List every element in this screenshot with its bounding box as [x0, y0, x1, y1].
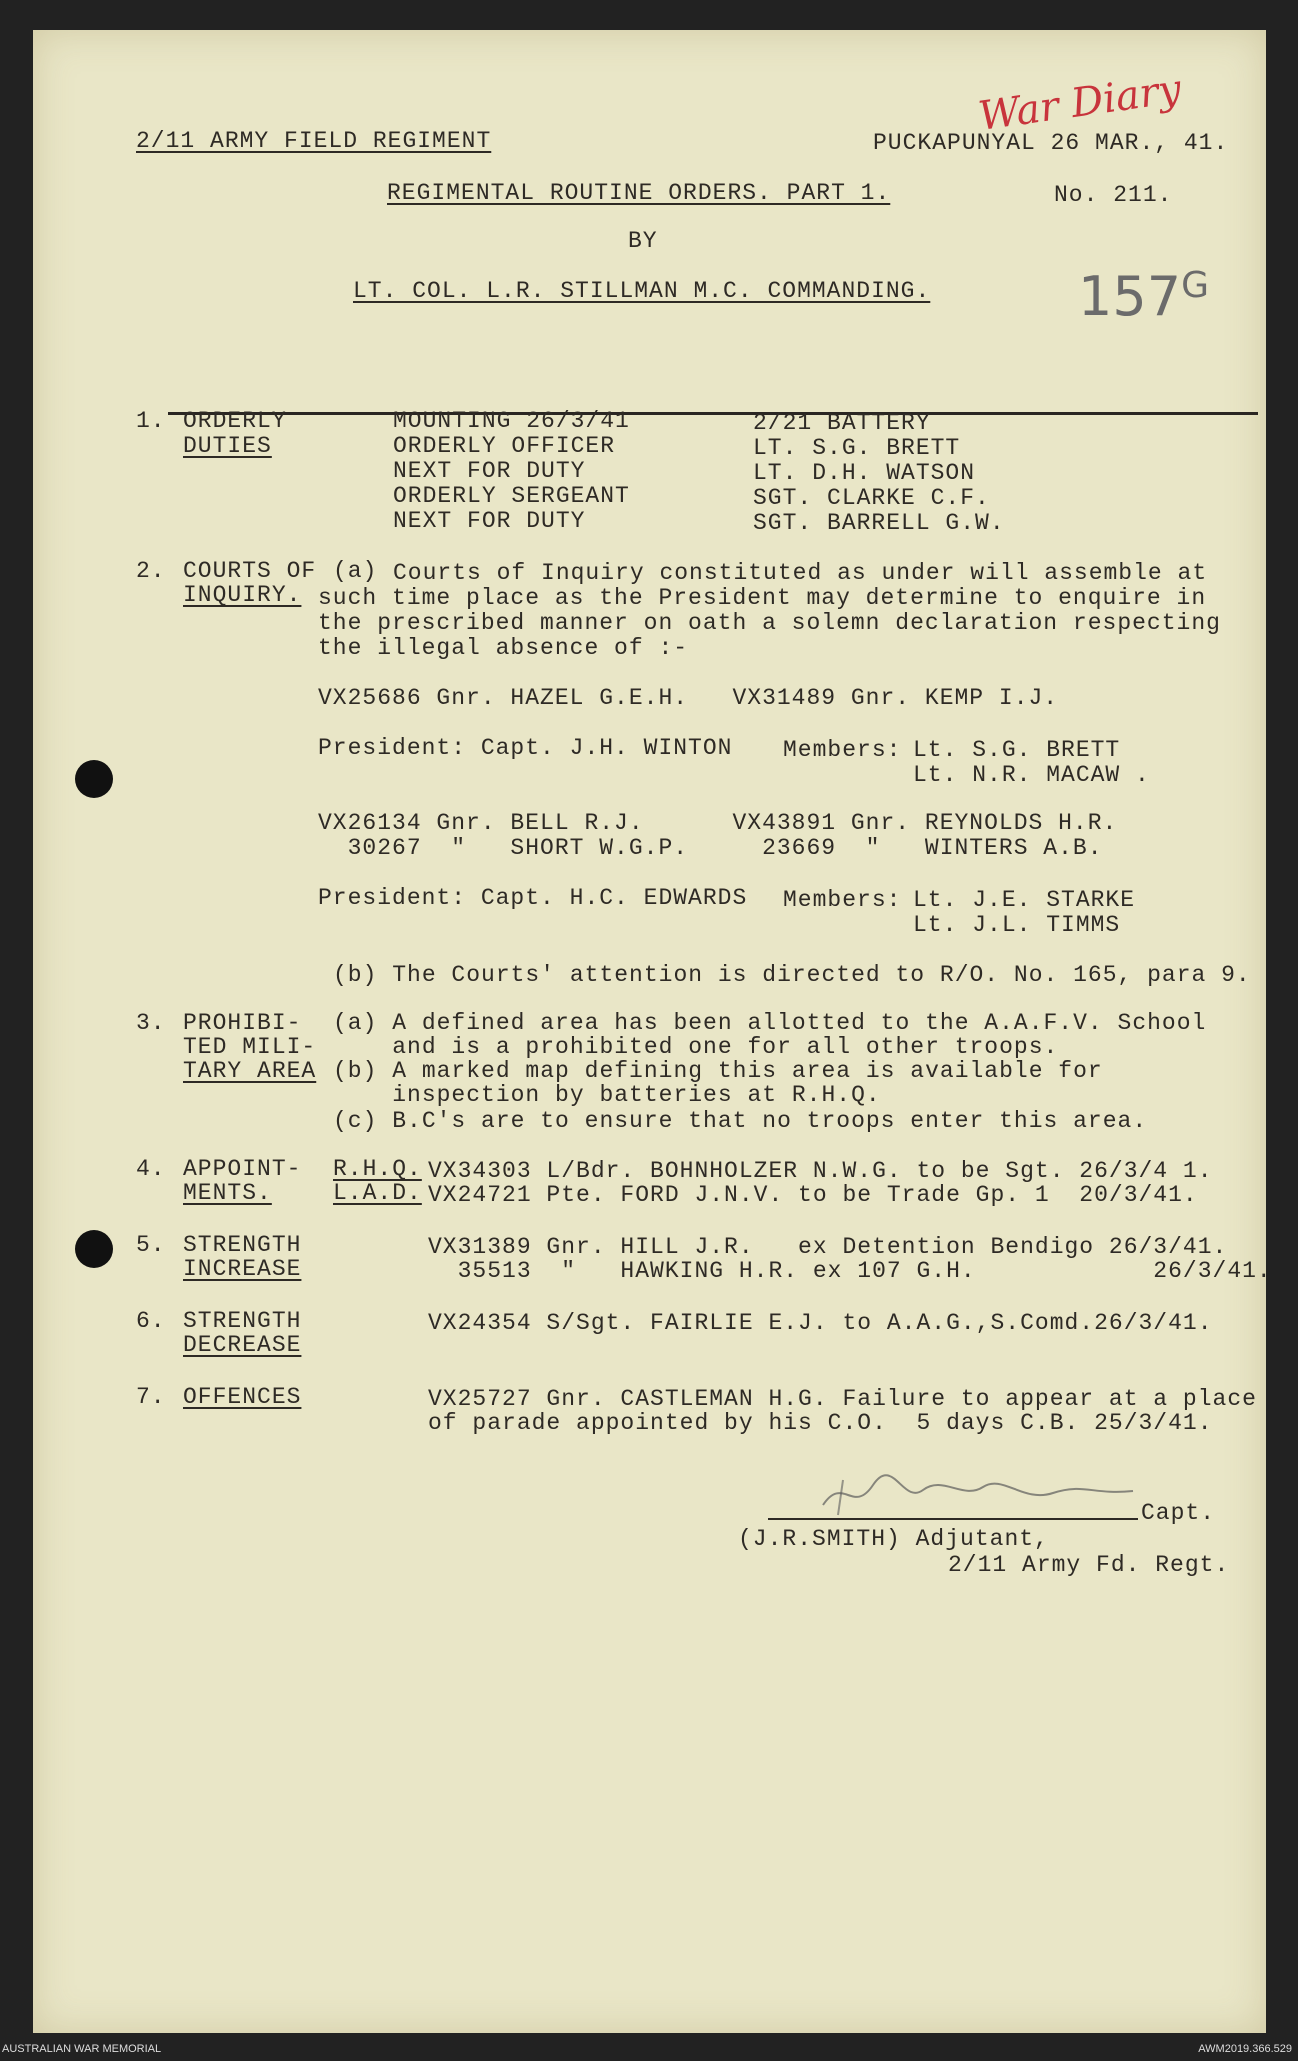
document-page — [33, 30, 1272, 2033]
order-2-sub-b: (b) The Courts' attention is directed to R/O. No. 165, para 9. — [333, 962, 1251, 988]
order-4-heading: APPOINT- — [183, 1156, 302, 1182]
court-1-president: President: Capt. J.H. WINTON — [318, 735, 733, 761]
order-5-heading: STRENGTH — [183, 1232, 302, 1258]
order-4-sub-rhq: R.H.Q. — [333, 1156, 422, 1182]
punch-hole — [75, 1230, 113, 1268]
duty-value: 2/21 BATTERY — [753, 410, 931, 436]
order-2-number: 2. — [136, 558, 166, 584]
order-1-heading-2: DUTIES — [183, 433, 272, 459]
order-3-heading-3: TARY AREA — [183, 1058, 317, 1084]
court-2-president: President: Capt. H.C. EDWARDS — [318, 885, 748, 911]
order-3-line: inspection by batteries at R.H.Q. — [333, 1082, 881, 1108]
court-1-member: Lt. S.G. BRETT — [913, 737, 1121, 763]
order-4-line: VX34303 L/Bdr. BOHNHOLZER N.W.G. to be Sgt. 26/3/4 1. — [428, 1158, 1213, 1184]
footer-right: AWM2019.366.529 — [1198, 2043, 1292, 2055]
orders-title: REGIMENTAL ROUTINE ORDERS. PART 1. — [387, 180, 891, 206]
order-5-number: 5. — [136, 1232, 166, 1258]
order-3-line: (b) A marked map defining this area is available for — [333, 1058, 1103, 1084]
order-1-heading: ORDERLY — [183, 408, 287, 434]
signature-unit: 2/11 Army Fd. Regt. — [948, 1552, 1230, 1578]
duty-label: NEXT FOR DUTY — [393, 458, 586, 484]
order-3-line: (a) A defined area has been allotted to the A.A.F.V. School — [333, 1010, 1207, 1036]
orders-number: No. 211. — [1054, 182, 1173, 208]
order-5-line: VX31389 Gnr. HILL J.R. ex Detention Bendigo 26/3/41. — [428, 1234, 1228, 1260]
header-rule — [168, 412, 1258, 415]
order-6-heading-2: DECREASE — [183, 1332, 302, 1358]
order-3-heading-2: TED MILI- — [183, 1034, 317, 1060]
folio-main: 157 — [1078, 265, 1182, 328]
order-2-text: such time place as the President may determine to enquire in — [318, 585, 1207, 611]
order-2-text: the prescribed manner on oath a solemn declaration respecting — [318, 610, 1221, 636]
order-6-number: 6. — [136, 1308, 166, 1334]
duty-label: ORDERLY OFFICER — [393, 433, 616, 459]
order-2-text: the illegal absence of :- — [318, 635, 689, 661]
war-diary-annotation: War Diary — [975, 66, 1184, 140]
order-4-heading-2: MENTS. — [183, 1180, 272, 1206]
punch-hole — [75, 760, 113, 798]
order-3-line: (c) B.C's are to ensure that no troops enter this area. — [333, 1108, 1148, 1134]
order-1-number: 1. — [136, 408, 166, 434]
order-5-line: 35513 " HAWKING H.R. ex 107 G.H. 26/3/41. — [428, 1258, 1272, 1284]
order-4-number: 4. — [136, 1156, 166, 1182]
commander-line: LT. COL. L.R. STILLMAN M.C. COMMANDING. — [353, 278, 931, 304]
order-7-number: 7. — [136, 1384, 166, 1410]
order-2-heading: COURTS OF — [183, 558, 317, 584]
order-3-line: and is a prohibited one for all other troops. — [333, 1034, 1059, 1060]
duty-value: LT. S.G. BRETT — [753, 435, 961, 461]
folio-number — [1078, 265, 1209, 328]
place-date: PUCKAPUNYAL 26 MAR., 41. — [873, 130, 1229, 156]
order-5-heading-2: INCREASE — [183, 1256, 302, 1282]
duty-label: MOUNTING 26/3/41 — [393, 408, 630, 434]
order-6-line: VX24354 S/Sgt. FAIRLIE E.J. to A.A.G.,S.Comd.26/3/41. — [428, 1310, 1213, 1336]
duty-label: NEXT FOR DUTY — [393, 508, 586, 534]
court-1-accused: VX25686 Gnr. HAZEL G.E.H. VX31489 Gnr. KEMP I.J. — [318, 685, 1059, 711]
order-3-number: 3. — [136, 1010, 166, 1036]
order-7-line: VX25727 Gnr. CASTLEMAN H.G. Failure to appear at a place — [428, 1386, 1257, 1412]
order-7-heading: OFFENCES — [183, 1384, 302, 1410]
signature-scrawl — [813, 1465, 1173, 1525]
order-6-heading: STRENGTH — [183, 1308, 302, 1334]
duty-value: LT. D.H. WATSON — [753, 460, 976, 486]
footer-left: AUSTRALIAN WAR MEMORIAL — [2, 2043, 162, 2055]
court-1-member: Lt. N.R. MACAW . — [913, 762, 1150, 788]
order-4-sub-lad: L.A.D. — [333, 1180, 422, 1206]
signature-name: (J.R.SMITH) Adjutant, — [738, 1526, 1049, 1552]
court-2-accused: VX26134 Gnr. BELL R.J. VX43891 Gnr. REYNOLDS H.R. — [318, 810, 1118, 836]
order-3-heading: PROHIBI- — [183, 1010, 302, 1036]
signature-line — [768, 1518, 1138, 1520]
order-4-line: VX24721 Pte. FORD J.N.V. to be Trade Gp. 1 20/3/41. — [428, 1182, 1198, 1208]
order-7-line: of parade appointed by his C.O. 5 days C.B. 25/3/41. — [428, 1410, 1213, 1436]
court-2-accused: 30267 " SHORT W.G.P. 23669 " WINTERS A.B. — [318, 835, 1103, 861]
unit-name: 2/11 ARMY FIELD REGIMENT — [136, 128, 492, 154]
duty-value: SGT. BARRELL G.W. — [753, 510, 1005, 536]
court-2-member: Lt. J.E. STARKE — [913, 887, 1136, 913]
court-2-member: Lt. J.L. TIMMS — [913, 912, 1121, 938]
signature-rank: Capt. — [1141, 1500, 1216, 1526]
duty-value: SGT. CLARKE C.F. — [753, 485, 990, 511]
court-2-members-label: Members: — [783, 887, 902, 913]
order-2-sub-a: (a) — [333, 558, 378, 584]
court-1-members-label: Members: — [783, 737, 902, 763]
folio-sup: G — [1181, 265, 1209, 306]
duty-label: ORDERLY SERGEANT — [393, 483, 630, 509]
order-2-heading-2: INQUIRY. — [183, 582, 302, 608]
order-2-text: Courts of Inquiry constituted as under will assemble at — [393, 560, 1208, 586]
by-line: BY — [628, 228, 658, 254]
